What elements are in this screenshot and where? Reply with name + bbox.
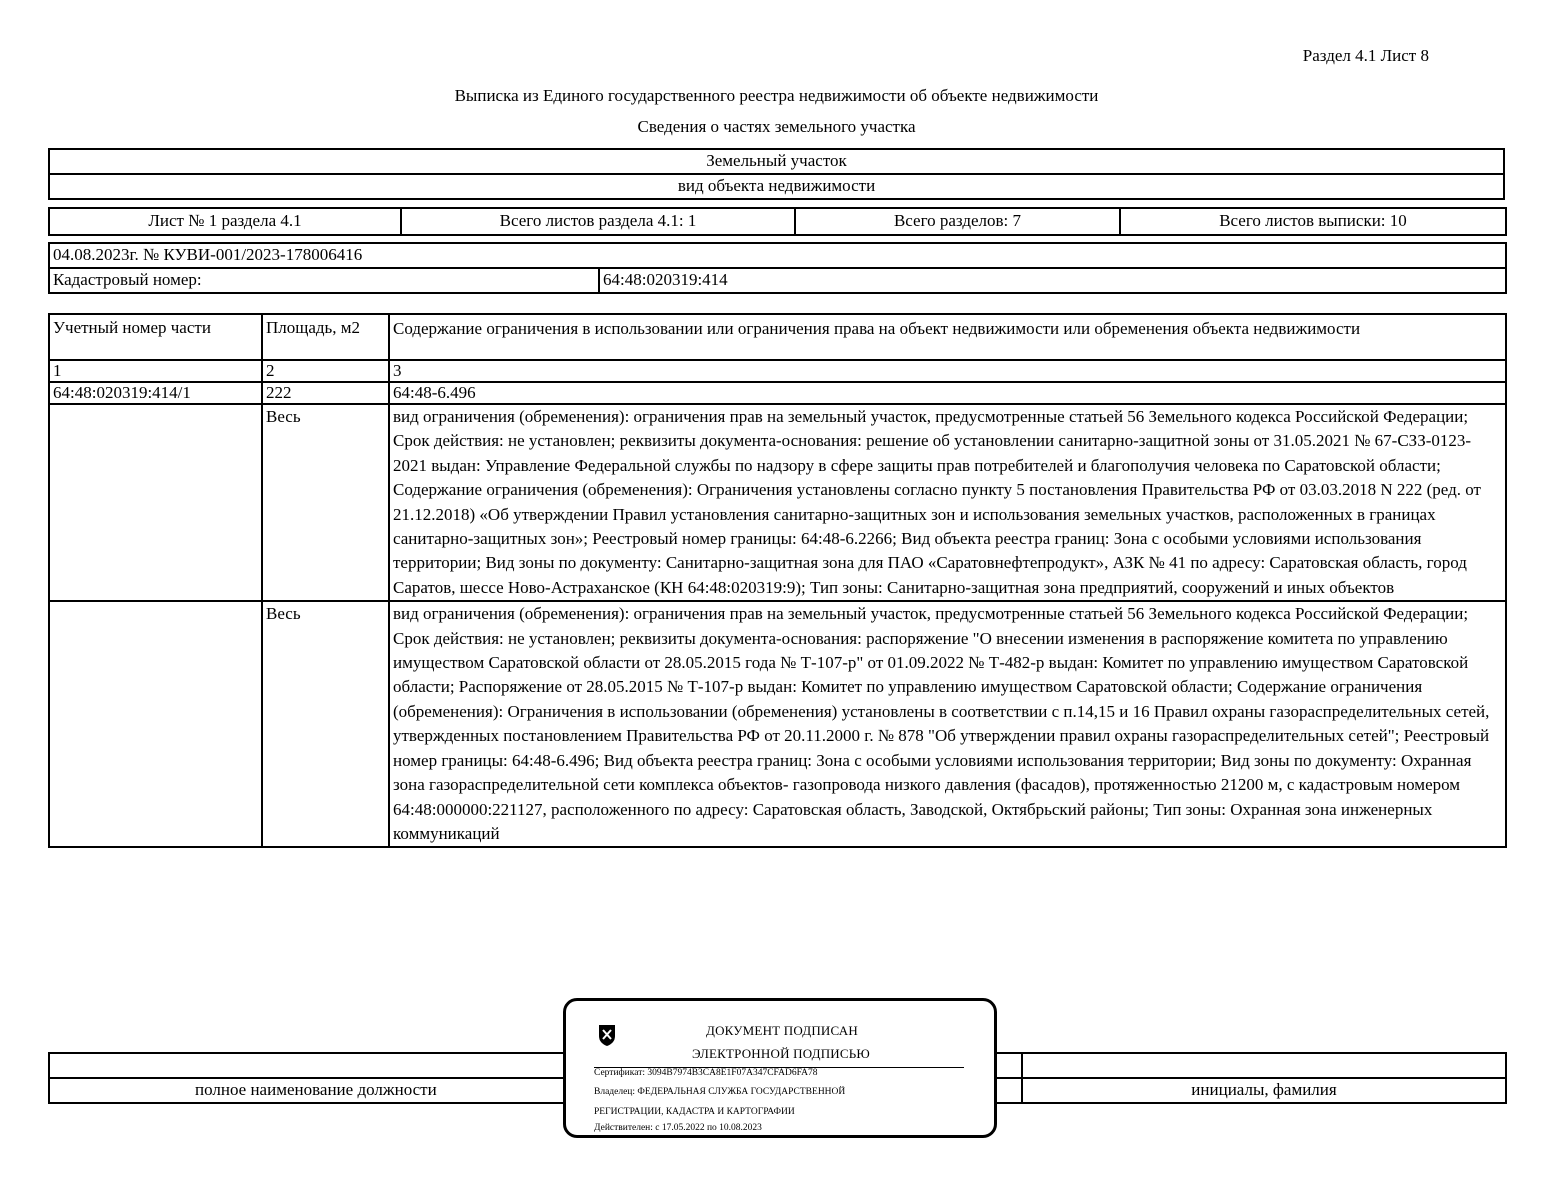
cadastral-number: 64:48:020319:414 [599,268,1506,293]
part-registry-number: 64:48-6.496 [389,382,1506,404]
restriction-area: Весь [262,404,389,601]
parts-table [48,313,1507,848]
index-row [49,360,1506,382]
table-row [49,404,1506,601]
header-area: Площадь, м2 [262,314,389,360]
position-caption: полное наименование должности [49,1078,1022,1103]
table-row [49,601,1506,847]
stamp-owner-line1: Владелец: ФЕДЕРАЛЬНАЯ СЛУЖБА ГОСУДАРСТВЕННОЙ [594,1087,846,1097]
part-number: 64:48:020319:414/1 [49,382,262,404]
sheet-info-table [48,207,1507,236]
total-sections: Всего разделов: 7 [795,208,1120,235]
index-cell: 2 [262,360,389,382]
document-title: Выписка из Единого государственного реестра недвижимости об объекте недвижимости [454,86,1099,105]
electronic-signature-stamp [563,998,997,1138]
header-content: Содержание ограничения в использовании или ограничения права на объект недвижимости или обременения объекта недвижимости [389,314,1506,360]
restriction-number [49,404,262,601]
object-type-value: Земельный участок [49,149,1504,174]
part-row [49,382,1506,404]
table-header-row [49,314,1506,360]
restriction-content: вид ограничения (обременения): ограничения прав на земельный участок, предусмотренные статьей 56 Земельного кодекса Российской Федерации; Срок действия: не установлен; реквизиты документа-основания: распоряжение "О внесении изменения в распоряжение комитета по управлению имуществом Саратовской области от 28.05.2015 года № Т-107-р" от 01.09.2022 № Т-482-р выдан: Комитет по управлению имуществом Саратовской области; Распоряжение от 28.05.2015 № Т-107-р выдан: Комитет по управлению имуществом Саратовской области; Содержание ограничения (обременения): Ограничения в использовании (обременения) установлены в соответствии с п.14,15 и 16 Правил охраны газораспределительных сетей, утвержденных постановлением Правительства РФ от 20.11.2000 г. № 878 "Об утверждении правил охраны газораспределительных сетей"; Реестровый номер границы: 64:48-6.496; Вид объекта реестра границ: Зона с особыми условиями использования территории; Вид зоны по документу: Охранная зона газораспределительной сети комплекса объектов- газопровода низкого давления (фасадов), протяженностью 21200 м, с кадастровым номером 64:48:000000:221127, расположенного по адресу: Саратовская область, Заводской, Октябрьский районы; Тип зоны: Охранная зона инженерных коммуникаций [389,601,1506,847]
total-section-sheets: Всего листов раздела 4.1: 1 [401,208,795,235]
coat-of-arms-icon [596,1023,618,1047]
stamp-title-line1: ДОКУМЕНТ ПОДПИСАН [706,1023,858,1038]
sheet-number: Лист № 1 раздела 4.1 [49,208,401,235]
cadastral-table [48,242,1507,294]
stamp-title-line2: ЭЛЕКТРОННОЙ ПОДПИСЬЮ [692,1046,870,1061]
restriction-content: вид ограничения (обременения): ограничения прав на земельный участок, предусмотренные статьей 56 Земельного кодекса Российской Федерации; Срок действия: не установлен; реквизиты документа-основания: решение об установлении санитарно-защитной зоны от 31.05.2021 № 67-СЗЗ-0123-2021 выдан: Управление Федеральной службы по надзору в сфере защиты прав потребителей и благополучия человека по Саратовской области; Содержание ограничения (обременения): Ограничения установлены согласно пункту 5 постановления Правительства РФ от 03.03.2018 N 222 (ред. от 21.12.2018) «Об утверждении Правил установления санитарно-защитных зон и использования земельных участков, расположенных в границах санитарно-защитных зон»; Реестровый номер границы: 64:48-6.2266; Вид объекта реестра границ: Зона с особыми условиями использования территории; Вид зоны по документу: Санитарно-защитная зона для ПАО «Саратовнефтепродукт», АЗК № 41 по адресу: Саратовская область, город Саратов, шессе Ново-Астраханское (КН 64:48:020319:9); Тип зоны: Санитарно-защитная зона предприятий, сооружений и иных объектов [389,404,1506,601]
stamp-owner-line2: РЕГИСТРАЦИИ, КАДАСТРА И КАРТОГРАФИИ [594,1107,795,1117]
stamp-validity: Действителен: с 17.05.2022 по 10.08.2023 [594,1123,762,1133]
index-cell: 1 [49,360,262,382]
part-area: 222 [262,382,389,404]
name-field [1022,1053,1506,1078]
restriction-area: Весь [262,601,389,847]
document-subtitle: Сведения о частях земельного участка [637,117,916,136]
sheet-label: Раздел 4.1 Лист 8 [1302,46,1429,65]
restriction-number [49,601,262,847]
total-extract-sheets: Всего листов выписки: 10 [1120,208,1506,235]
stamp-certificate: Сертификат: 3094B7974B3CA8E1F07A347CFAD6FA78 [594,1068,818,1078]
object-type-caption: вид объекта недвижимости [49,174,1504,199]
name-caption: инициалы, фамилия [1022,1078,1506,1103]
header-part-number: Учетный номер части [49,314,262,360]
cadastral-label: Кадастровый номер: [49,268,599,293]
request-number: 04.08.2023г. № КУВИ-001/2023-178006416 [49,243,1506,268]
object-type-table [48,148,1505,200]
index-cell: 3 [389,360,1506,382]
